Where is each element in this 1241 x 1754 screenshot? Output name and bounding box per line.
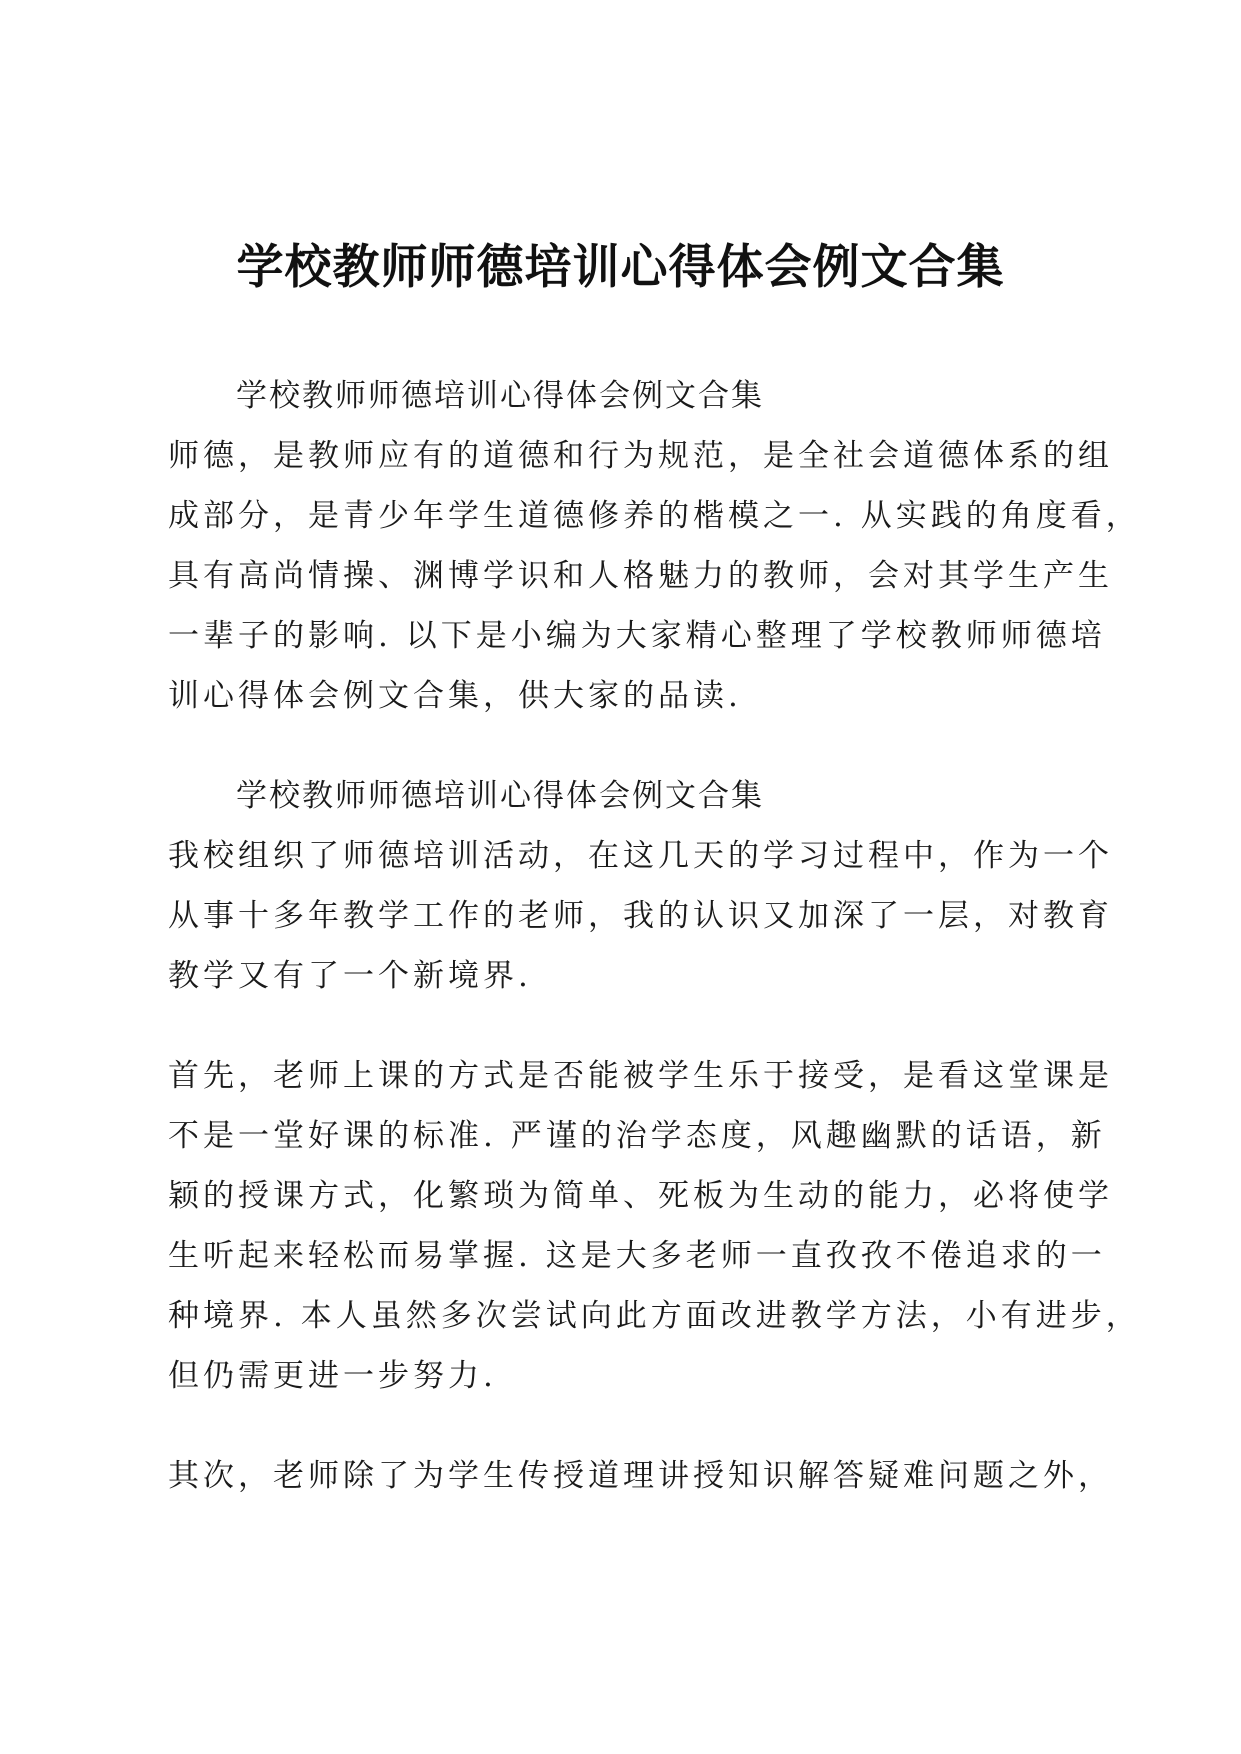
paragraph-line: 我校组织了师德培训活动，在这几天的学习过程中，作为一个: [168, 838, 1113, 874]
paragraph-line: 教学又有了一个新境界.: [168, 958, 532, 994]
paragraph-line: 训心得体会例文合集，供大家的品读.: [168, 678, 742, 714]
paragraph-line: 一辈子的影响. 以下是小编为大家精心整理了学校教师师德培: [168, 618, 1106, 654]
paragraph-line: 具有高尚情操、渊博学识和人格魅力的教师，会对其学生产生: [168, 558, 1113, 594]
section-heading-2: 学校教师师德培训心得体会例文合集: [236, 778, 764, 814]
paragraph-line: 师德，是教师应有的道德和行为规范，是全社会道德体系的组: [168, 438, 1113, 474]
paragraph-line: 不是一堂好课的标准. 严谨的治学态度，风趣幽默的话语，新: [168, 1118, 1106, 1154]
paragraph-line: 从事十多年教学工作的老师，我的认识又加深了一层，对教育: [168, 898, 1113, 934]
paragraph-line: 颖的授课方式，化繁琐为简单、死板为生动的能力，必将使学: [168, 1178, 1113, 1214]
paragraph-line: 但仍需更进一步努力.: [168, 1358, 497, 1394]
paragraph-line: 成部分，是青少年学生道德修养的楷模之一. 从实践的角度看，: [168, 498, 1141, 534]
document-title: 学校教师师德培训心得体会例文合集: [236, 240, 1005, 295]
paragraph-line: 其次，老师除了为学生传授道理讲授知识解答疑难问题之外，: [168, 1458, 1113, 1494]
section-heading-1: 学校教师师德培训心得体会例文合集: [236, 378, 764, 414]
paragraph-line: 种境界. 本人虽然多次尝试向此方面改进教学方法，小有进步，: [168, 1298, 1141, 1334]
paragraph-line: 首先，老师上课的方式是否能被学生乐于接受，是看这堂课是: [168, 1058, 1113, 1094]
paragraph-line: 生听起来轻松而易掌握. 这是大多老师一直孜孜不倦追求的一: [168, 1238, 1106, 1274]
